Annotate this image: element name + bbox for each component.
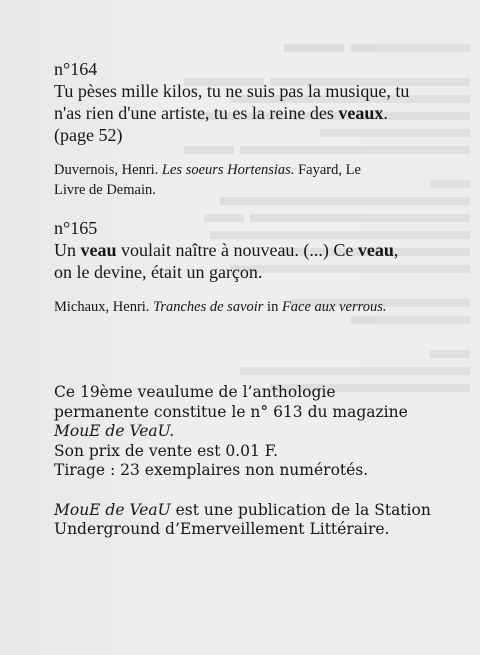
source-author: Michaux, Henri. [54, 299, 154, 315]
source-title: Tranches de savoir [153, 299, 264, 315]
entry-number: n°165 [54, 218, 98, 238]
entry-source: Duvernois, Henri. Les soeurs Hortensias. Fayard, Le Livre de Demain. [54, 162, 361, 198]
publisher-statement: MouE de VeaU est une publication de la Station Underground d’Emerveillement Littéraire. [54, 500, 431, 538]
page-reference: (page 52) [54, 125, 123, 145]
price: Son prix de vente est 0.01 F. [54, 441, 279, 460]
entry-number: n°164 [54, 59, 98, 79]
keyword-veau: veau [80, 240, 117, 260]
keyword-veau: veau [357, 240, 394, 260]
colophon: Ce 19ème veaulume de l’anthologie permanente constitue le n° 613 du magazine MouE de VeaU. Son prix de vente est 0.01 F. Tirage : 23 exemplaires non numérotés. [54, 383, 408, 479]
source-title: Les soeurs Hortensias. [161, 162, 295, 178]
source-title: Face aux verrous. [281, 299, 387, 315]
entry-quote: Tu pèses mille kilos, tu ne suis pas la musique, tu n'as rien d'une artiste, tu es la reine des veaux. (page 52) [54, 81, 410, 145]
anthology-text [54, 58, 454, 540]
source-author: Duvernois, Henri. [54, 162, 162, 178]
print-run: Tirage : 23 exemplaires non numérotés. [54, 461, 369, 479]
quote-line: on le devine, était un garçon. [54, 262, 263, 282]
entry-quote: Un veau voulait naître à nouveau. (...) Ce veau, on le devine, était un garçon. [54, 240, 399, 282]
entry-source: Michaux, Henri. Tranches de savoir in Face aux verrous. [54, 299, 387, 315]
quote-line: n'as rien d'une artiste, tu es la reine des [54, 103, 339, 123]
quote-line: Tu pèses mille kilos, tu ne suis pas la musique, tu [54, 81, 410, 101]
keyword-veaux: veaux [338, 103, 384, 123]
magazine-name: MouE de VeaU. [54, 422, 175, 440]
magazine-name: MouE de VeaU [54, 500, 171, 519]
